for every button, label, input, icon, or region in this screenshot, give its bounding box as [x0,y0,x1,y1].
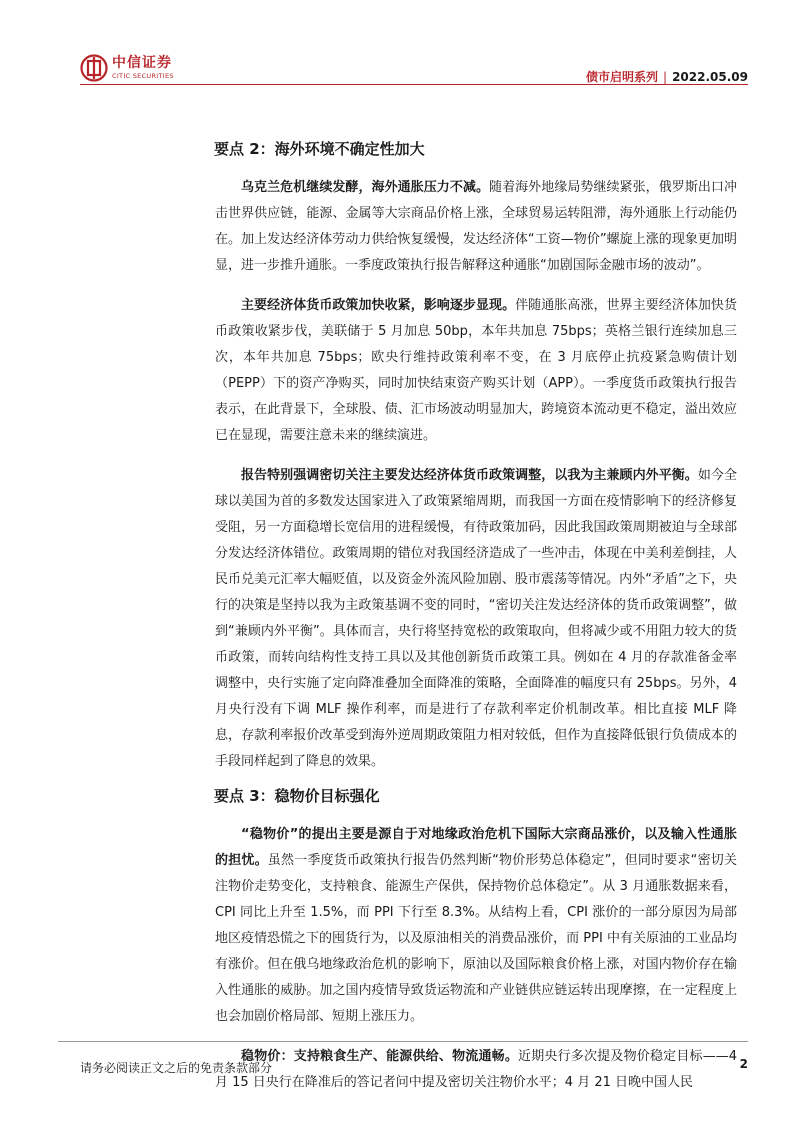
citic-logo-icon [80,54,108,82]
logo-en-text: CITIC SECURITIES [112,72,174,81]
paragraph [215,293,737,449]
series-name: 债市启明系列 [586,70,659,84]
paragraph [215,822,737,1030]
header-meta [586,68,748,85]
page-number: 2 [739,1057,748,1071]
logo-cn-text: 中信证券 [112,55,172,72]
paragraph-body: 近期央行多次提及物价稳定目标——4 月 15 日央行在降准后的答记者问中提及密切关注物价水平；4 月 21 日晚中国人民 [215,1049,737,1090]
disclaimer-note: 请务必阅读正文之后的免责条款部分 [80,1061,273,1075]
section-heading: 要点 2：海外环境不确定性加大 [214,140,425,158]
paragraph-lead: 主要经济体货币政策加快收紧，影响逐步显现。 [241,298,516,313]
footer-divider [58,1041,748,1042]
paragraph-lead: 报告特别强调密切关注主要发达经济体货币政策调整，以我为主兼顾内外平衡。 [241,468,698,483]
paragraph [215,175,737,279]
report-date: 2022.05.09 [672,70,748,84]
page-header [58,46,748,96]
paragraph-lead: 稳物价：支持粮食生产、能源供给、物流通畅。 [241,1049,519,1064]
paragraph-body: 如今全球以美国为首的多数发达国家进入了政策紧缩周期，而我国一方面在疫情影响下的经济修复受阻，另一方面稳增长宽信用的进程缓慢，有待政策加码，因此我国政策周期被迫与全球部分发达经济体错位。政策周期的错位对我国经济造成了一些冲击，体现在中美利差倒挂，人民币兑美元汇率大幅贬值，以及资金外流风险加剧、股市震荡等情况。内外“矛盾”之下，央行的决策是坚持以我为主政策基调不变的同时，“密切关注发达经济体的货币政策调整”，做到“兼顾内外平衡”。具体而言，央行将坚持宽松的政策取向，但将减少或不用阻力较大的货币政策，而转向结构性支持工具以及其他创新货币政策工具。例如在 4 月的存款准备金率调整中，央行实施了定向降准叠加全面降准的策略，全面降准的幅度只有 25bps。另外，4 月央行没有下调 MLF 操作利率，而是进行了存款利率定价机制改革。相比直接 MLF 降息，存款利率报价改革受到海外逆周期政策阻力相对较低，但作为直接降低银行负债成本的手段同样起到了降息的效果。 [215,468,737,769]
paragraph [215,1044,737,1096]
paragraph-lead: “稳物价”的提出主要是源自于对地缘政治危机下国际大宗商品涨价，以及输入性通胀的担忧。 [215,827,737,868]
section-heading: 要点 3：稳物价目标强化 [214,787,380,805]
main-content [215,138,737,1096]
paragraph-lead: 乌克兰危机继续发酵，海外通胀压力不减。 [241,180,490,195]
header-separator: | [663,70,668,84]
paragraph-body: 虽然一季度货币政策执行报告仍然判断“物价形势总体稳定”，但同时要求“密切关注物价走势变化，支持粮食、能源生产保供，保持物价总体稳定”。从 3 月通胀数据来看，CPI 同比上升至 1.5%，而 PPI 下行至 8.3%。从结构上看，CPI 涨价的一部分原因为局部地区疫情恐慌之下的囤货行为，以及原油相关的消费品涨价，而 PPI 中有关原油的工业品均有涨价。但在俄乌地缘政治危机的影响下，原油以及国际粮食价格上涨，对国内物价存在输入性通胀的威胁。加之国内疫情导致货运物流和产业链供应链运转出现摩擦，在一定程度上也会加剧价格局部、短期上涨压力。 [215,853,737,1024]
paragraph-body: 随着海外地缘局势继续紧张，俄罗斯出口冲击世界供应链，能源、金属等大宗商品价格上涨，全球贸易运转阻滞，海外通胀上行动能仍在。加上发达经济体劳动力供给恢复缓慢，发达经济体“工资—物价”螺旋上涨的现象更加明显，进一步推升通胀。一季度政策执行报告解释这种通胀“加剧国际金融市场的波动”。 [215,180,737,273]
citic-logo [80,54,174,82]
header-divider [80,84,748,85]
paragraph-body: 伴随通胀高涨，世界主要经济体加快货币政策收紧步伐，美联储于 5 月加息 50bp，本年共加息 75bps；英格兰银行连续加息三次，本年共加息 75bps；欧央行维持政策利率不变，在 3 月底停止抗疫紧急购债计划（PEPP）下的资产净购买，同时加快结束资产购买计划（APP）。一季度货币政策执行报告表示，在此背景下，全球股、债、汇市场波动明显加大，跨境资本流动更不稳定，溢出效应已在显现，需要注意未来的继续演进。 [215,298,737,443]
paragraph [215,463,737,775]
